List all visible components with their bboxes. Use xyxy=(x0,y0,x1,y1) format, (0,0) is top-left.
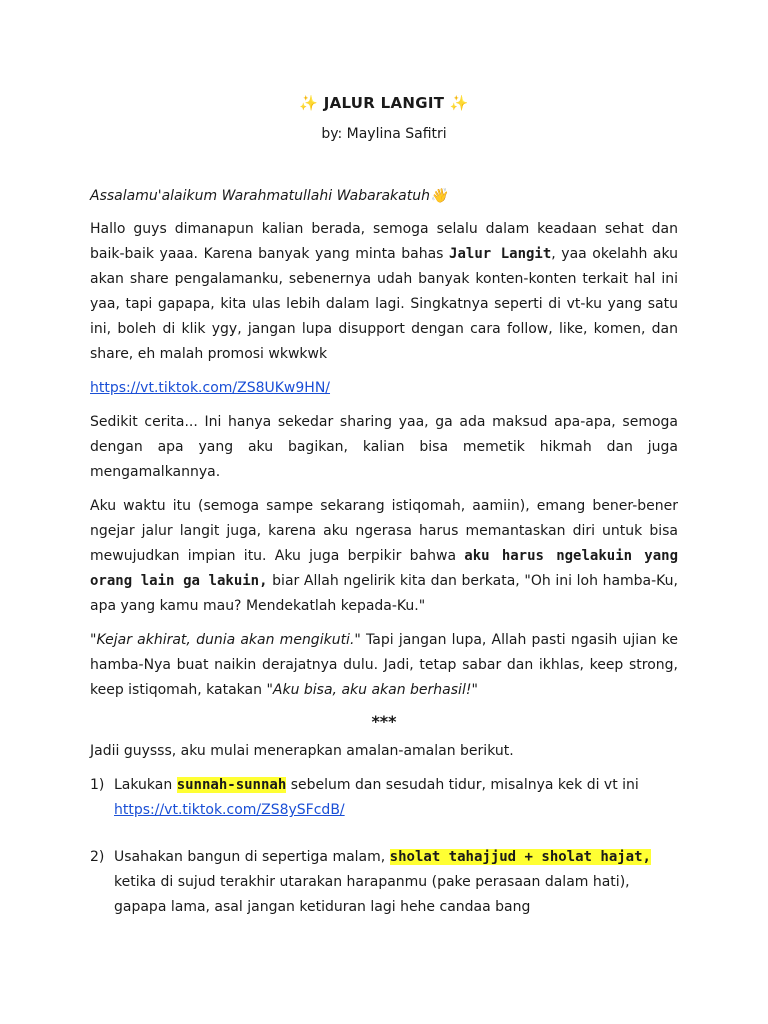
tiktok-link-2[interactable]: https://vt.tiktok.com/ZS8ySFcdB/ xyxy=(114,802,345,818)
story-paragraph: Sedikit cerita... Ini hanya sekedar sharing yaa, ga ada maksud apa-apa, semoga dengan apa yang aku bagikan, kalian bisa memetik hikmah dan juga mengamalkannya. xyxy=(90,414,678,480)
steps-intro-paragraph: Jadii guysss, aku mulai menerapkan amalan-amalan berikut. xyxy=(90,743,514,759)
section-separator: *** xyxy=(371,712,397,731)
title-text: JALUR LANGIT xyxy=(323,94,445,112)
list-item xyxy=(90,773,678,823)
intro-text-b: , yaa okelahh aku akan share pengalamanku, sebenernya udah banyak konten-konten terkait hal ini yaa, tapi gapapa, kita ulas lebih dalam lagi. Singkatnya seperti di vt-ku yang satu ini, boleh di klik ygy, jangan lupa disupport dengan cara follow, like, komen, dan share, eh malah promosi wkwkwk xyxy=(90,246,679,362)
author-line: by: Maylina Safitri xyxy=(321,126,447,142)
list-item xyxy=(90,845,678,920)
motivation-text-b: biar Allah ngelirik kita dan berkata, "Oh ini loh hamba-Ku, apa yang kamu mau? Mendekatlah kepada-Ku." xyxy=(90,573,678,614)
greeting-text: Assalamu'alaikum Warahmatullahi Wabarakatuh xyxy=(90,188,430,204)
quote-text-2: "Aku bisa, aku akan berhasil!" xyxy=(266,682,478,698)
intro-text-a: Hallo guys dimanapun kalian berada, semoga selalu dalam keadaan sehat dan baik-baik yaaa. Karena banyak yang minta bahas xyxy=(90,221,678,262)
sparkle-icon: ✨ xyxy=(449,94,469,112)
greeting-paragraph xyxy=(90,184,678,209)
motivation-text-a: Aku waktu itu (semoga sampe sekarang istiqomah, aamiin), emang bener-bener ngejar jalur langit juga, karena aku ngerasa harus memantaskan diri untuk bisa mewujudkan impian itu. Aku juga berpikir bahwa xyxy=(90,498,678,564)
intro-bold: Jalur Langit xyxy=(449,246,552,262)
step-text xyxy=(114,773,678,823)
intro-paragraph xyxy=(90,217,678,367)
quote-body: Tapi jangan lupa, Allah pasti ngasih ujian ke hamba-Nya buat naikin derajatnya dulu. Jadi, tetap sabar dan ikhlas, keep strong, keep istiqomah, katakan xyxy=(90,632,678,698)
motivation-paragraph xyxy=(90,494,678,619)
step-text-b: sebelum dan sesudah tidur, misalnya kek di vt ini xyxy=(286,777,639,793)
quote-paragraph xyxy=(90,628,678,703)
step-text-a: Usahakan bangun di sepertiga malam, xyxy=(114,849,390,865)
step-text xyxy=(114,845,678,920)
step-highlight: sunnah-sunnah xyxy=(176,777,287,793)
step-highlight: sholat tahajjud + sholat hajat, xyxy=(389,849,651,865)
document-title xyxy=(90,94,678,112)
step-text-b: ketika di sujud terakhir utarakan harapanmu (pake perasaan dalam hati), gapapa lama, asal jangan ketiduran lagi hehe candaa bang xyxy=(114,874,630,915)
sparkle-icon: ✨ xyxy=(299,94,319,112)
quote-text: "Kejar akhirat, dunia akan mengikuti." xyxy=(90,632,361,648)
step-number: 2) xyxy=(90,849,105,865)
tiktok-link-1[interactable]: https://vt.tiktok.com/ZS8UKw9HN/ xyxy=(90,380,331,396)
motivation-bold: aku harus ngelakuin yang orang lain ga lakuin, xyxy=(90,548,678,589)
steps-list xyxy=(90,773,678,920)
step-text-a: Lakukan xyxy=(114,777,177,793)
link-paragraph xyxy=(90,376,678,401)
waving-hand-icon: 👋 xyxy=(429,188,448,204)
step-number: 1) xyxy=(90,777,105,793)
